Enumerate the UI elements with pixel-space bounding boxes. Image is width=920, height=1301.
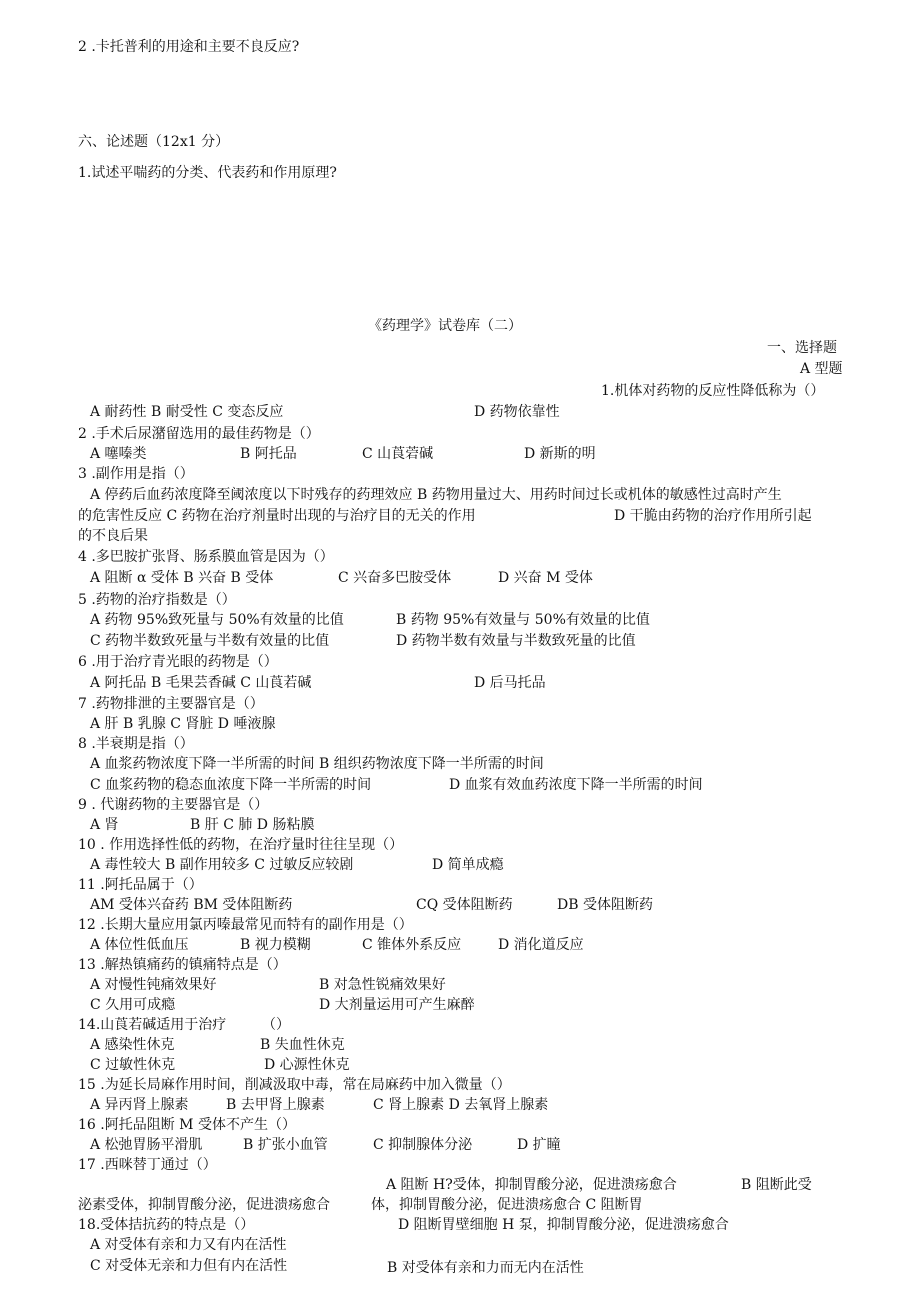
question-text: 2 .卡托普利的用途和主要不良反应?	[78, 39, 300, 55]
option-text: D 新斯的明	[524, 446, 596, 462]
section-heading: 六、论述题（12x1 分）	[78, 134, 230, 150]
option-text: A 停药后血药浓度降至阈浓度以下时残存的药理效应 B 药物用量过大、用药时间过长或机体的敏感性过高时产生	[90, 487, 782, 503]
question-text: 6 .用于治疗青光眼的药物是（）	[78, 654, 278, 670]
option-text: D 心源性休克	[264, 1057, 350, 1073]
option-text: D 干脆由药物的治疗作用所引起	[614, 508, 812, 524]
option-text: 体，抑制胃酸分泌，促进溃疡愈合 C 阻断胃	[371, 1197, 643, 1213]
option-text: A 阻断 H?受体，抑制胃酸分泌，促进溃疡愈合	[386, 1177, 677, 1193]
question-text: 8 .半衰期是指（）	[78, 736, 194, 752]
option-text: C 过敏性休克	[90, 1057, 176, 1073]
option-text: A 血浆药物浓度下降一半所需的时间 B 组织药物浓度下降一半所需的时间	[90, 756, 544, 772]
option-text: B 肝 C 肺 D 肠粘膜	[190, 817, 315, 833]
option-text: 的不良后果	[78, 528, 148, 544]
question-text: 3 .副作用是指（）	[78, 466, 194, 482]
option-text: B 对急性锐痛效果好	[319, 977, 446, 993]
option-text: A 肾	[90, 817, 119, 833]
option-text: A 耐药性 B 耐受性 C 变态反应	[90, 404, 284, 420]
option-text: B 视力模糊	[240, 937, 311, 953]
question-text: 7 .药物排泄的主要器官是（）	[78, 696, 264, 712]
option-text: B 扩张小血管	[243, 1137, 328, 1153]
option-text: A 对受体有亲和力又有内在活性	[90, 1237, 287, 1253]
question-text: 11 .阿托品属于（）	[78, 877, 203, 893]
option-text: D 血浆有效血药浓度下降一半所需的时间	[449, 777, 703, 793]
option-text: B 去甲肾上腺素	[226, 1097, 325, 1113]
option-text: A 感染性休克	[90, 1037, 175, 1053]
option-text: D 消化道反应	[498, 937, 584, 953]
option-text: B 对受体有亲和力而无内在活性	[387, 1260, 584, 1276]
option-text: B 阻断此受	[741, 1177, 812, 1193]
option-text: A 阻断 α 受体 B 兴奋 B 受体	[90, 570, 274, 586]
option-text: A 毒性较大 B 副作用较多 C 过敏反应较剧	[90, 857, 354, 873]
question-text: 10 . 作用选择性低的药物，在治疗量时往往呈现（）	[78, 837, 404, 853]
option-text: A 药物 95%致死量与 50%有效量的比值	[90, 612, 344, 628]
question-type: A 型题	[800, 361, 843, 377]
option-text: A 对慢性钝痛效果好	[90, 977, 217, 993]
question-text: 5 .药物的治疗指数是（）	[78, 592, 236, 608]
question-text: 16 .阿托品阻断 M 受体不产生（）	[78, 1117, 296, 1133]
question-text: 12 .长期大量应用氯丙嗪最常见而特有的副作用是（）	[78, 917, 413, 933]
question-text: 18.受体拮抗药的特点是（）	[78, 1217, 255, 1233]
option-text: C 抑制腺体分泌	[373, 1137, 473, 1153]
option-text: D 扩瞳	[517, 1137, 561, 1153]
option-text: C 兴奋多巴胺受体	[338, 570, 452, 586]
option-text: D 后马托品	[474, 675, 546, 691]
option-text: C 药物半数致死量与半数有效量的比值	[90, 633, 330, 649]
option-text: C 久用可成瘾	[90, 997, 176, 1013]
option-text: 泌素受体，抑制胃酸分泌，促进溃疡愈合	[78, 1197, 330, 1213]
option-text: DB 受体阻断药	[557, 897, 653, 913]
question-text: 1.机体对药物的反应性降低称为（）	[601, 383, 825, 399]
option-text: A 噻嗪类	[90, 446, 147, 462]
option-text: B 药物 95%有效量与 50%有效量的比值	[396, 612, 650, 628]
question-text: 2 .手术后尿潴留选用的最佳药物是（）	[78, 426, 320, 442]
option-text: A 异丙肾上腺素	[90, 1097, 189, 1113]
option-text: C 锥体外系反应	[362, 937, 462, 953]
question-text: 4 .多巴胺扩张肾、肠系膜血管是因为（）	[78, 549, 334, 565]
question-text: 13 .解热镇痛药的镇痛特点是（）	[78, 957, 287, 973]
option-text: B 阿托品	[240, 446, 297, 462]
option-text: D 药物半数有效量与半数致死量的比值	[396, 633, 636, 649]
option-text: D 大剂量运用可产生麻醉	[319, 997, 475, 1013]
option-text: A 阿托品 B 毛果芸香碱 C 山莨若碱	[90, 675, 312, 691]
option-text: 的危害性反应 C 药物在治疗剂量时出现的与治疗目的无关的作用	[78, 508, 476, 524]
option-text: A 肝 B 乳腺 C 肾脏 D 唾液腺	[90, 716, 276, 732]
option-text: C 肾上腺素 D 去氧肾上腺素	[373, 1097, 549, 1113]
option-text: C 山莨菪碱	[362, 446, 434, 462]
question-text: 1.试述平喘药的分类、代表药和作用原理?	[78, 165, 337, 181]
option-text: C 对受体无亲和力但有内在活性	[90, 1258, 288, 1274]
option-text: B 失血性休克	[260, 1037, 345, 1053]
option-text: A 松弛胃肠平滑肌	[90, 1137, 203, 1153]
question-text: 9 . 代谢药物的主要器官是（）	[78, 797, 269, 813]
section-heading: 一、选择题	[767, 340, 837, 356]
option-text: D 阻断胃壁细胞 H 泵，抑制胃酸分泌，促进溃疡愈合	[398, 1217, 729, 1233]
option-text: C 血浆药物的稳态血浓度下降一半所需的时间	[90, 777, 372, 793]
question-text: 15 .为延长局麻作用时间，削减汲取中毒，常在局麻药中加入微量（）	[78, 1077, 511, 1093]
option-text: D 简单成瘾	[432, 857, 504, 873]
option-text: AM 受体兴奋药 BM 受体阻断药	[90, 897, 293, 913]
question-text: 14.山莨若碱适用于治疗	[78, 1017, 227, 1033]
option-text: A 体位性低血压	[90, 937, 189, 953]
answer-blank: （）	[262, 1017, 290, 1033]
question-text: 17 .西咪替丁通过（）	[78, 1157, 217, 1173]
option-text: D 药物依靠性	[474, 404, 560, 420]
option-text: D 兴奋 M 受体	[498, 570, 593, 586]
option-text: CQ 受体阻断药	[416, 897, 513, 913]
exam-title: 《药理学》试卷库（二）	[368, 318, 522, 334]
